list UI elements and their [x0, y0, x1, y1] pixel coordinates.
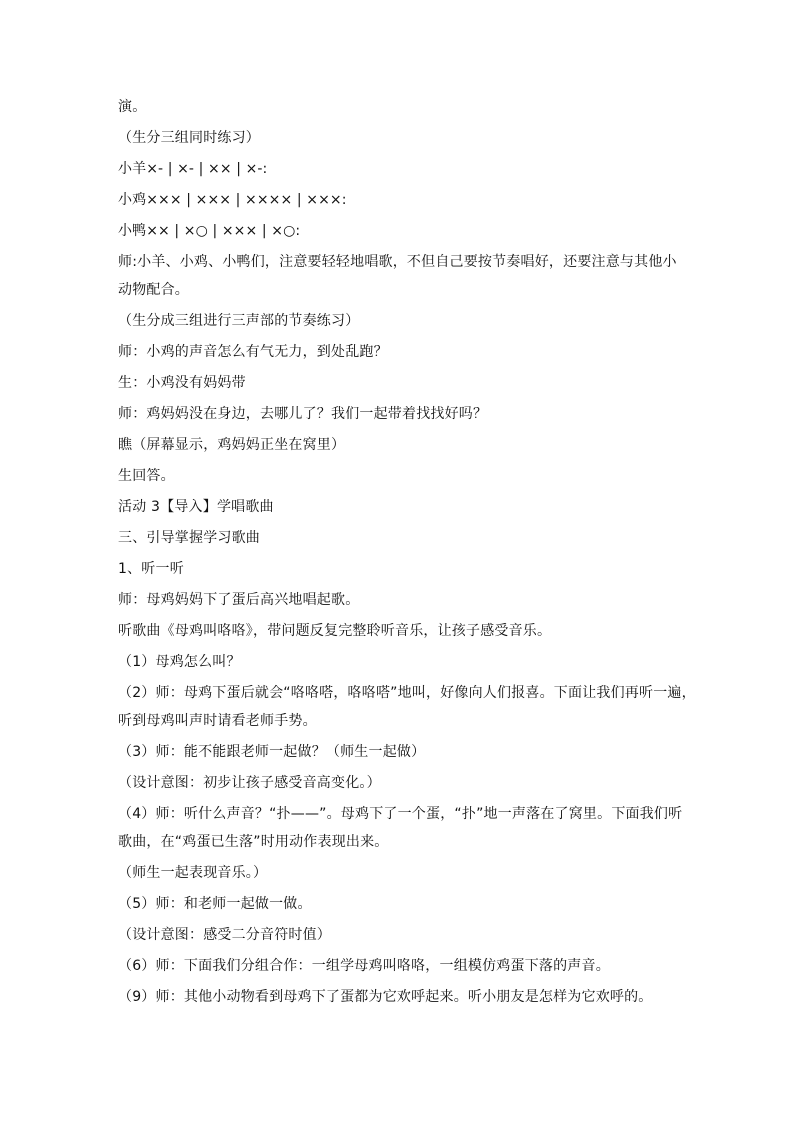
text-line: 师:小羊、小鸡、小鸭们，注意要轻轻地唱歌，不但自己要按节奏唱好，还要注意与其他小	[118, 254, 677, 270]
rhythm-line-lamb: 小羊×- | ×- | ×× | ×-:	[118, 161, 268, 177]
document-body	[118, 97, 698, 1018]
text-line: （生分成三组进行三声部的节奏练习）	[118, 313, 360, 329]
question-line: （6）师：下面我们分组合作：一组学母鸡叫咯咯，一组模仿鸡蛋下落的声音。	[118, 958, 610, 974]
design-intent-note: （设计意图：初步让孩子感受音高变化。）	[118, 775, 381, 791]
text-line: 动物配合。	[118, 282, 189, 298]
text-line: 师：小鸡的声音怎么有气无力，到处乱跑？	[118, 344, 388, 360]
question-line: （3）师：能不能跟老师一起做？（师生一起做）	[118, 744, 426, 760]
text-line: 师：鸡妈妈没在身边，去哪儿了？我们一起带着找找好吗？	[118, 406, 488, 422]
subsection-heading: 1、听一听	[118, 561, 184, 577]
text-line: （师生一起表现音乐。）	[118, 865, 268, 881]
question-line: （1）母鸡怎么叫？	[118, 654, 241, 670]
text-line: 听到母鸡叫声时请看老师手势。	[118, 713, 317, 729]
question-line: （4）师：听什么声音？“扑——”。母鸡下了一个蛋，“扑”地一声落在了窝里。下面我们听	[118, 806, 683, 822]
text-line: 演。	[118, 99, 147, 115]
text-line: 歌曲，在“鸡蛋已生落”时用动作表现出来。	[118, 834, 389, 850]
text-line: 生回答。	[118, 468, 175, 484]
text-line: 瞧（屏幕显示，鸡妈妈正坐在窝里）	[118, 437, 346, 453]
text-line: 听歌曲《母鸡叫咯咯》，带问题反复完整聆听音乐，让孩子感受音乐。	[118, 623, 552, 639]
text-line: 师：母鸡妈妈下了蛋后高兴地唱起歌。	[118, 592, 360, 608]
design-intent-note: （设计意图：感受二分音符时值）	[118, 927, 331, 943]
question-line: （5）师：和老师一起做一做。	[118, 896, 312, 912]
text-line: （生分三组同时练习）	[118, 130, 260, 146]
section-heading-activity: 活动 3【导入】学唱歌曲	[118, 499, 274, 515]
rhythm-line-chick: 小鸡××× | ××× | ×××× | ×××:	[118, 192, 347, 208]
question-line: （2）师：母鸡下蛋后就会“咯咯嗒，咯咯嗒”地叫，好像向人们报喜。下面让我们再听一遍，	[118, 685, 696, 701]
section-heading: 三、引导掌握学习歌曲	[118, 530, 260, 546]
rhythm-line-duck: 小鸭×× | ×○ | ××× | ×○:	[118, 223, 301, 239]
question-line: （9）师：其他小动物看到母鸡下了蛋都为它欢呼起来。听小朋友是怎样为它欢呼的。	[118, 989, 653, 1005]
text-line: 生：小鸡没有妈妈带	[118, 375, 246, 391]
